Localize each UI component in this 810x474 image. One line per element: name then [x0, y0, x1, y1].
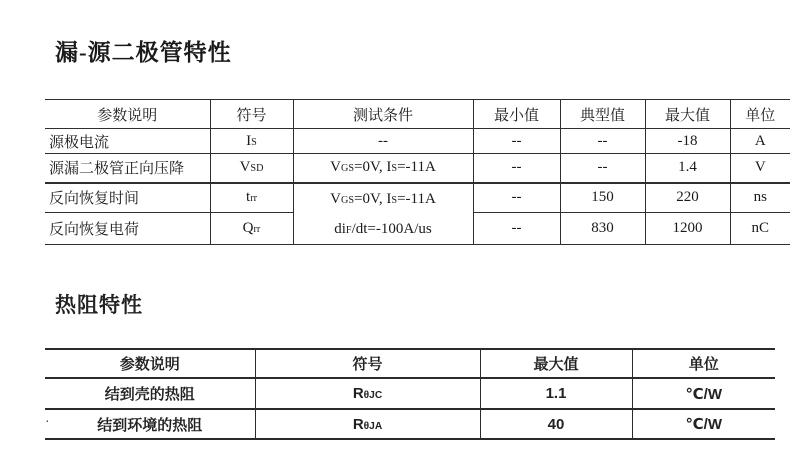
table-row: [45, 154, 790, 183]
symbol-cell: RθJC: [255, 378, 480, 409]
header-test-condition: 测试条件: [293, 100, 473, 129]
unit-cell: A: [730, 129, 790, 154]
table-header-row: [45, 100, 790, 129]
unit-cell: ℃/W: [632, 409, 775, 439]
symbol-cell: trr: [210, 183, 293, 213]
stray-scan-dot: ·: [45, 412, 50, 428]
max-cell: 220: [645, 183, 730, 213]
section-title-thermal-resistance: 热阻特性: [55, 294, 143, 317]
table-row: [45, 378, 775, 409]
param-cell: 源极电流: [45, 129, 210, 154]
max-cell: 1200: [645, 213, 730, 244]
header-unit: 单位: [632, 349, 775, 378]
typ-cell: 150: [560, 183, 645, 213]
min-cell: --: [473, 154, 560, 183]
header-typ: 典型值: [560, 100, 645, 129]
symbol-cell: IS: [210, 129, 293, 154]
unit-cell: ns: [730, 183, 790, 213]
unit-cell: V: [730, 154, 790, 183]
thermal-resistance-table: [45, 348, 775, 440]
typ-cell: 830: [560, 213, 645, 244]
header-param: 参数说明: [45, 349, 255, 378]
symbol-cell: Qrr: [210, 213, 293, 244]
max-cell: -18: [645, 129, 730, 154]
max-cell: 1.1: [480, 378, 632, 409]
diode-characteristics-table: [45, 99, 790, 245]
table-row: [45, 129, 790, 154]
header-max: 最大值: [480, 349, 632, 378]
symbol-cell: RθJA: [255, 409, 480, 439]
header-param: 参数说明: [45, 100, 210, 129]
max-cell: 40: [480, 409, 632, 439]
param-cell: 结到壳的热阻: [45, 378, 255, 409]
header-unit: 单位: [730, 100, 790, 129]
table-row: [45, 183, 790, 213]
condition-cell: VGS=0V, IS=-11A: [293, 154, 473, 183]
condition-line: diF/dt=-100A/us: [334, 220, 432, 237]
table-row: [45, 409, 775, 439]
symbol-cell: VSD: [210, 154, 293, 183]
typ-cell: --: [560, 129, 645, 154]
table-header-row: [45, 349, 775, 378]
param-cell: 反向恢复时间: [45, 183, 210, 213]
min-cell: --: [473, 213, 560, 244]
min-cell: --: [473, 129, 560, 154]
header-symbol: 符号: [210, 100, 293, 129]
unit-cell: ℃/W: [632, 378, 775, 409]
section-title-diode-characteristics: 漏-源二极管特性: [55, 40, 232, 65]
header-symbol: 符号: [255, 349, 480, 378]
condition-cell-merged: [293, 183, 473, 245]
param-cell: 源漏二极管正向压降: [45, 154, 210, 183]
param-cell: 反向恢复电荷: [45, 213, 210, 244]
param-cell: 结到环境的热阻: [45, 409, 255, 439]
typ-cell: --: [560, 154, 645, 183]
condition-line: VGS=0V, IS=-11A: [330, 190, 436, 207]
max-cell: 1.4: [645, 154, 730, 183]
header-max: 最大值: [645, 100, 730, 129]
condition-cell: --: [293, 129, 473, 154]
header-min: 最小值: [473, 100, 560, 129]
unit-cell: nC: [730, 213, 790, 244]
min-cell: --: [473, 183, 560, 213]
